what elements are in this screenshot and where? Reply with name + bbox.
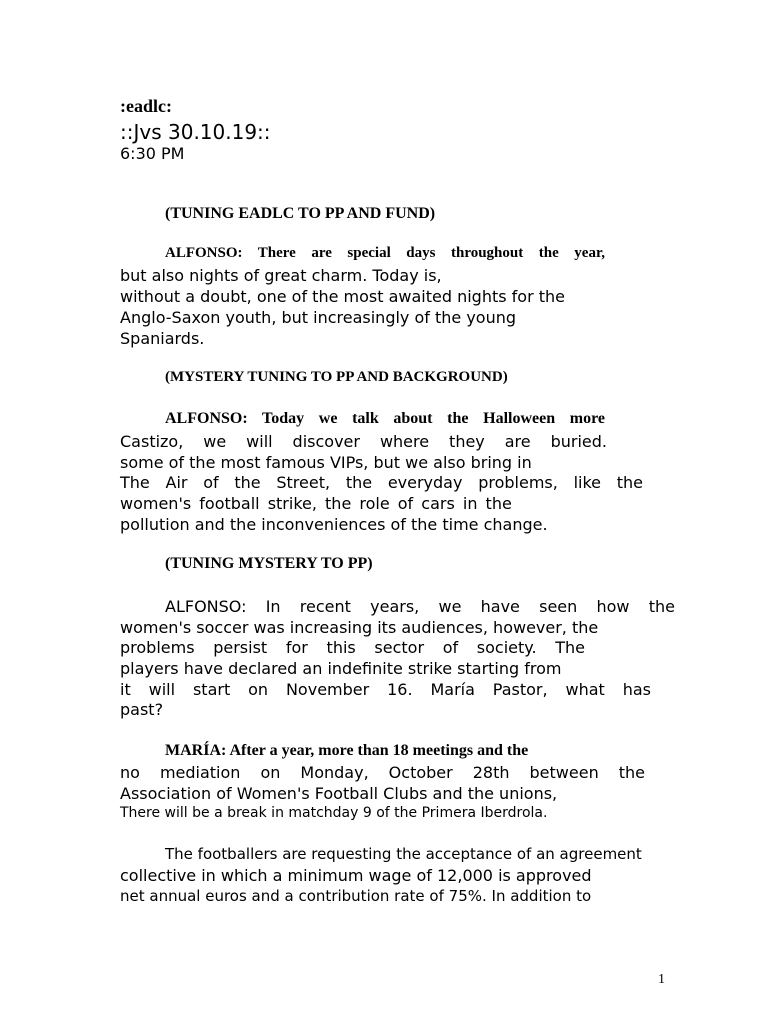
page-number: 1 (658, 972, 665, 987)
speaker-line-maria: MARÍA: After a year, more than 18 meetings and the (165, 742, 529, 759)
paragraph-line: Spaniards. (120, 329, 205, 348)
script-time: 6:30 PM (120, 144, 185, 163)
paragraph-line: without a doubt, one of the most awaited nights for the (120, 287, 566, 306)
paragraph-line: There will be a break in matchday 9 of the Primera Iberdrola. (120, 805, 548, 821)
script-date: ::Jvs 30.10.19:: (120, 120, 271, 144)
paragraph-line: The footballers are requesting the acceptance of an agreement (165, 845, 642, 863)
paragraph-line: Castizo, we will discover where they are buried. (120, 432, 607, 451)
paragraph-line: players have declared an indefinite strike starting from (120, 659, 562, 678)
paragraph-line: women's football strike, the role of cars in the (120, 494, 512, 513)
paragraph-line: net annual euros and a contribution rate of 75%. In addition to (120, 887, 592, 905)
paragraph-line: problems persist for this sector of society. The (120, 638, 585, 657)
paragraph-line: pollution and the inconveniences of the time change. (120, 515, 548, 534)
stage-cue-1: (TUNING EADLC TO PP AND FUND) (165, 205, 436, 222)
stage-cue-2: (MYSTERY TUNING TO PP AND BACKGROUND) (165, 369, 508, 385)
paragraph-line: but also nights of great charm. Today is, (120, 266, 442, 285)
script-code: :eadlc: (120, 96, 172, 116)
paragraph-line: it will start on November 16. María Pastor, what has (120, 680, 651, 699)
paragraph-line: Association of Women's Football Clubs and the unions, (120, 784, 558, 803)
paragraph-line: collective in which a minimum wage of 12,000 is approved (120, 866, 592, 885)
speaker-line-alfonso-1: ALFONSO: There are special days throughout the year, (165, 245, 605, 261)
paragraph-line: The Air of the Street, the everyday problems, like the (120, 473, 643, 492)
paragraph-line: some of the most famous VIPs, but we also bring in (120, 453, 532, 472)
stage-cue-3: (TUNING MYSTERY TO PP) (165, 555, 373, 572)
paragraph-line: no mediation on Monday, October 28th between the (120, 763, 645, 782)
speaker-line-alfonso-2: ALFONSO: Today we talk about the Halloween more (165, 410, 605, 427)
paragraph-line: Anglo-Saxon youth, but increasingly of the young (120, 308, 517, 327)
speaker-line-alfonso-3: ALFONSO: In recent years, we have seen how the (165, 597, 675, 616)
paragraph-line: women's soccer was increasing its audiences, however, the (120, 618, 599, 637)
paragraph-line: past? (120, 700, 164, 719)
